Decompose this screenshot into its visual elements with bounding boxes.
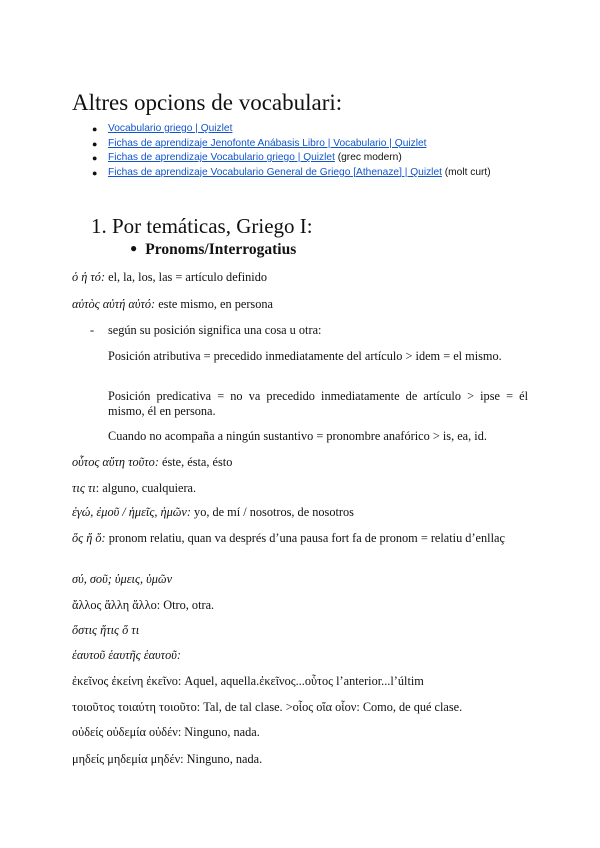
subheading: ● Pronoms/Interrogatius <box>130 241 297 258</box>
list-item <box>92 122 491 137</box>
entry-relatiu: ὅς ἥ ὅ: pronom relatiu, quan va després d’una pausa fort fa de pronom = relatiu d’enllaç <box>72 531 505 545</box>
vocabulary-links-list <box>92 122 491 180</box>
entry-autos: αὐτὸς αὐτή αὐτό: este mismo, en persona <box>72 297 273 311</box>
sub-note-predicativa: Posición predicativa = no va precedido inmediatamente de artículo > ipse = él mismo, él en persona. <box>108 389 528 418</box>
dash-bullet: - <box>90 323 95 337</box>
link-note: (molt curt) <box>441 166 491 178</box>
entry-articulo: ὁ ἡ τό: el, la, los, las = artículo definido <box>72 270 268 284</box>
list-item <box>92 151 491 166</box>
sub-note-atributiva: Posición atributiva = precedido inmediatamente del artículo > idem = el mismo. <box>108 349 502 363</box>
page-title: Altres opcions de vocabulari: <box>72 90 343 115</box>
link-note: (grec modern) <box>334 152 402 164</box>
entry-oudeis: οὐδείς οὐδεμία οὐδέν: Ninguno, nada. <box>72 725 260 739</box>
link-vocabulario-griego[interactable]: Vocabulario griego | Quizlet <box>108 123 233 134</box>
bullet-icon: ● <box>92 167 98 178</box>
entry-medeis: μηδείς μηδεμία μηδέν: Ninguno, nada. <box>72 752 263 766</box>
entry-allos: ἄλλος ἄλλη ἄλλο: Otro, otra. <box>72 598 215 612</box>
bullet-icon: ● <box>92 138 98 149</box>
sub-note-position: según su posición significa una cosa u otra: <box>108 323 322 337</box>
bullet-icon: ● <box>92 124 98 134</box>
link-athenaze[interactable]: Fichas de aprendizaje Vocabulario General de Griego [Athenaze] | Quizlet <box>108 166 442 178</box>
entry-hostis: ὅστις ἥτις ὅ τι <box>72 623 140 637</box>
list-item <box>92 137 491 152</box>
entry-houtos: οὗτος αὕτη τοῦτο: éste, ésta, ésto <box>72 455 233 469</box>
entry-toioutos: τοιοῦτος τοιαύτη τοιοῦτο: Tal, de tal clase. >οἷος οἵα οἷον: Como, de qué clase. <box>72 700 463 714</box>
bullet-icon: ● <box>130 241 138 255</box>
entry-tis: τις τι: alguno, cualquiera. <box>72 481 197 495</box>
bullet-icon: ● <box>92 153 98 164</box>
link-jenofonte-anabasis[interactable]: Fichas de aprendizaje Jenofonte Anábasis Libro | Vocabulario | Quizlet <box>108 137 427 149</box>
entry-su: σύ, σοῦ; ὑμεις, ὑμῶν <box>72 572 173 586</box>
list-item <box>92 166 491 181</box>
section-heading: 1. Por temáticas, Griego I: <box>91 214 313 238</box>
entry-ego: ἐγώ, ἐμοῦ / ἡμεῖς, ἡμῶν: yo, de mí / nosotros, de nosotros <box>72 505 354 519</box>
entry-ekeinos: ἐκεῖνος ἐκείνη ἐκεῖνο: Aquel, aquella.ἐκεῖνος...οὗτος l’anterior...l’últim <box>72 674 424 688</box>
sub-note-anaforico: Cuando no acompaña a ningún sustantivo = pronombre anafórico > is, ea, id. <box>108 429 487 443</box>
link-vocabulario-griego-fichas[interactable]: Fichas de aprendizaje Vocabulario griego | Quizlet <box>108 152 335 164</box>
entry-heautou: ἑαυτοῦ ἑαυτῆς ἑαυτοῦ: <box>72 648 181 662</box>
